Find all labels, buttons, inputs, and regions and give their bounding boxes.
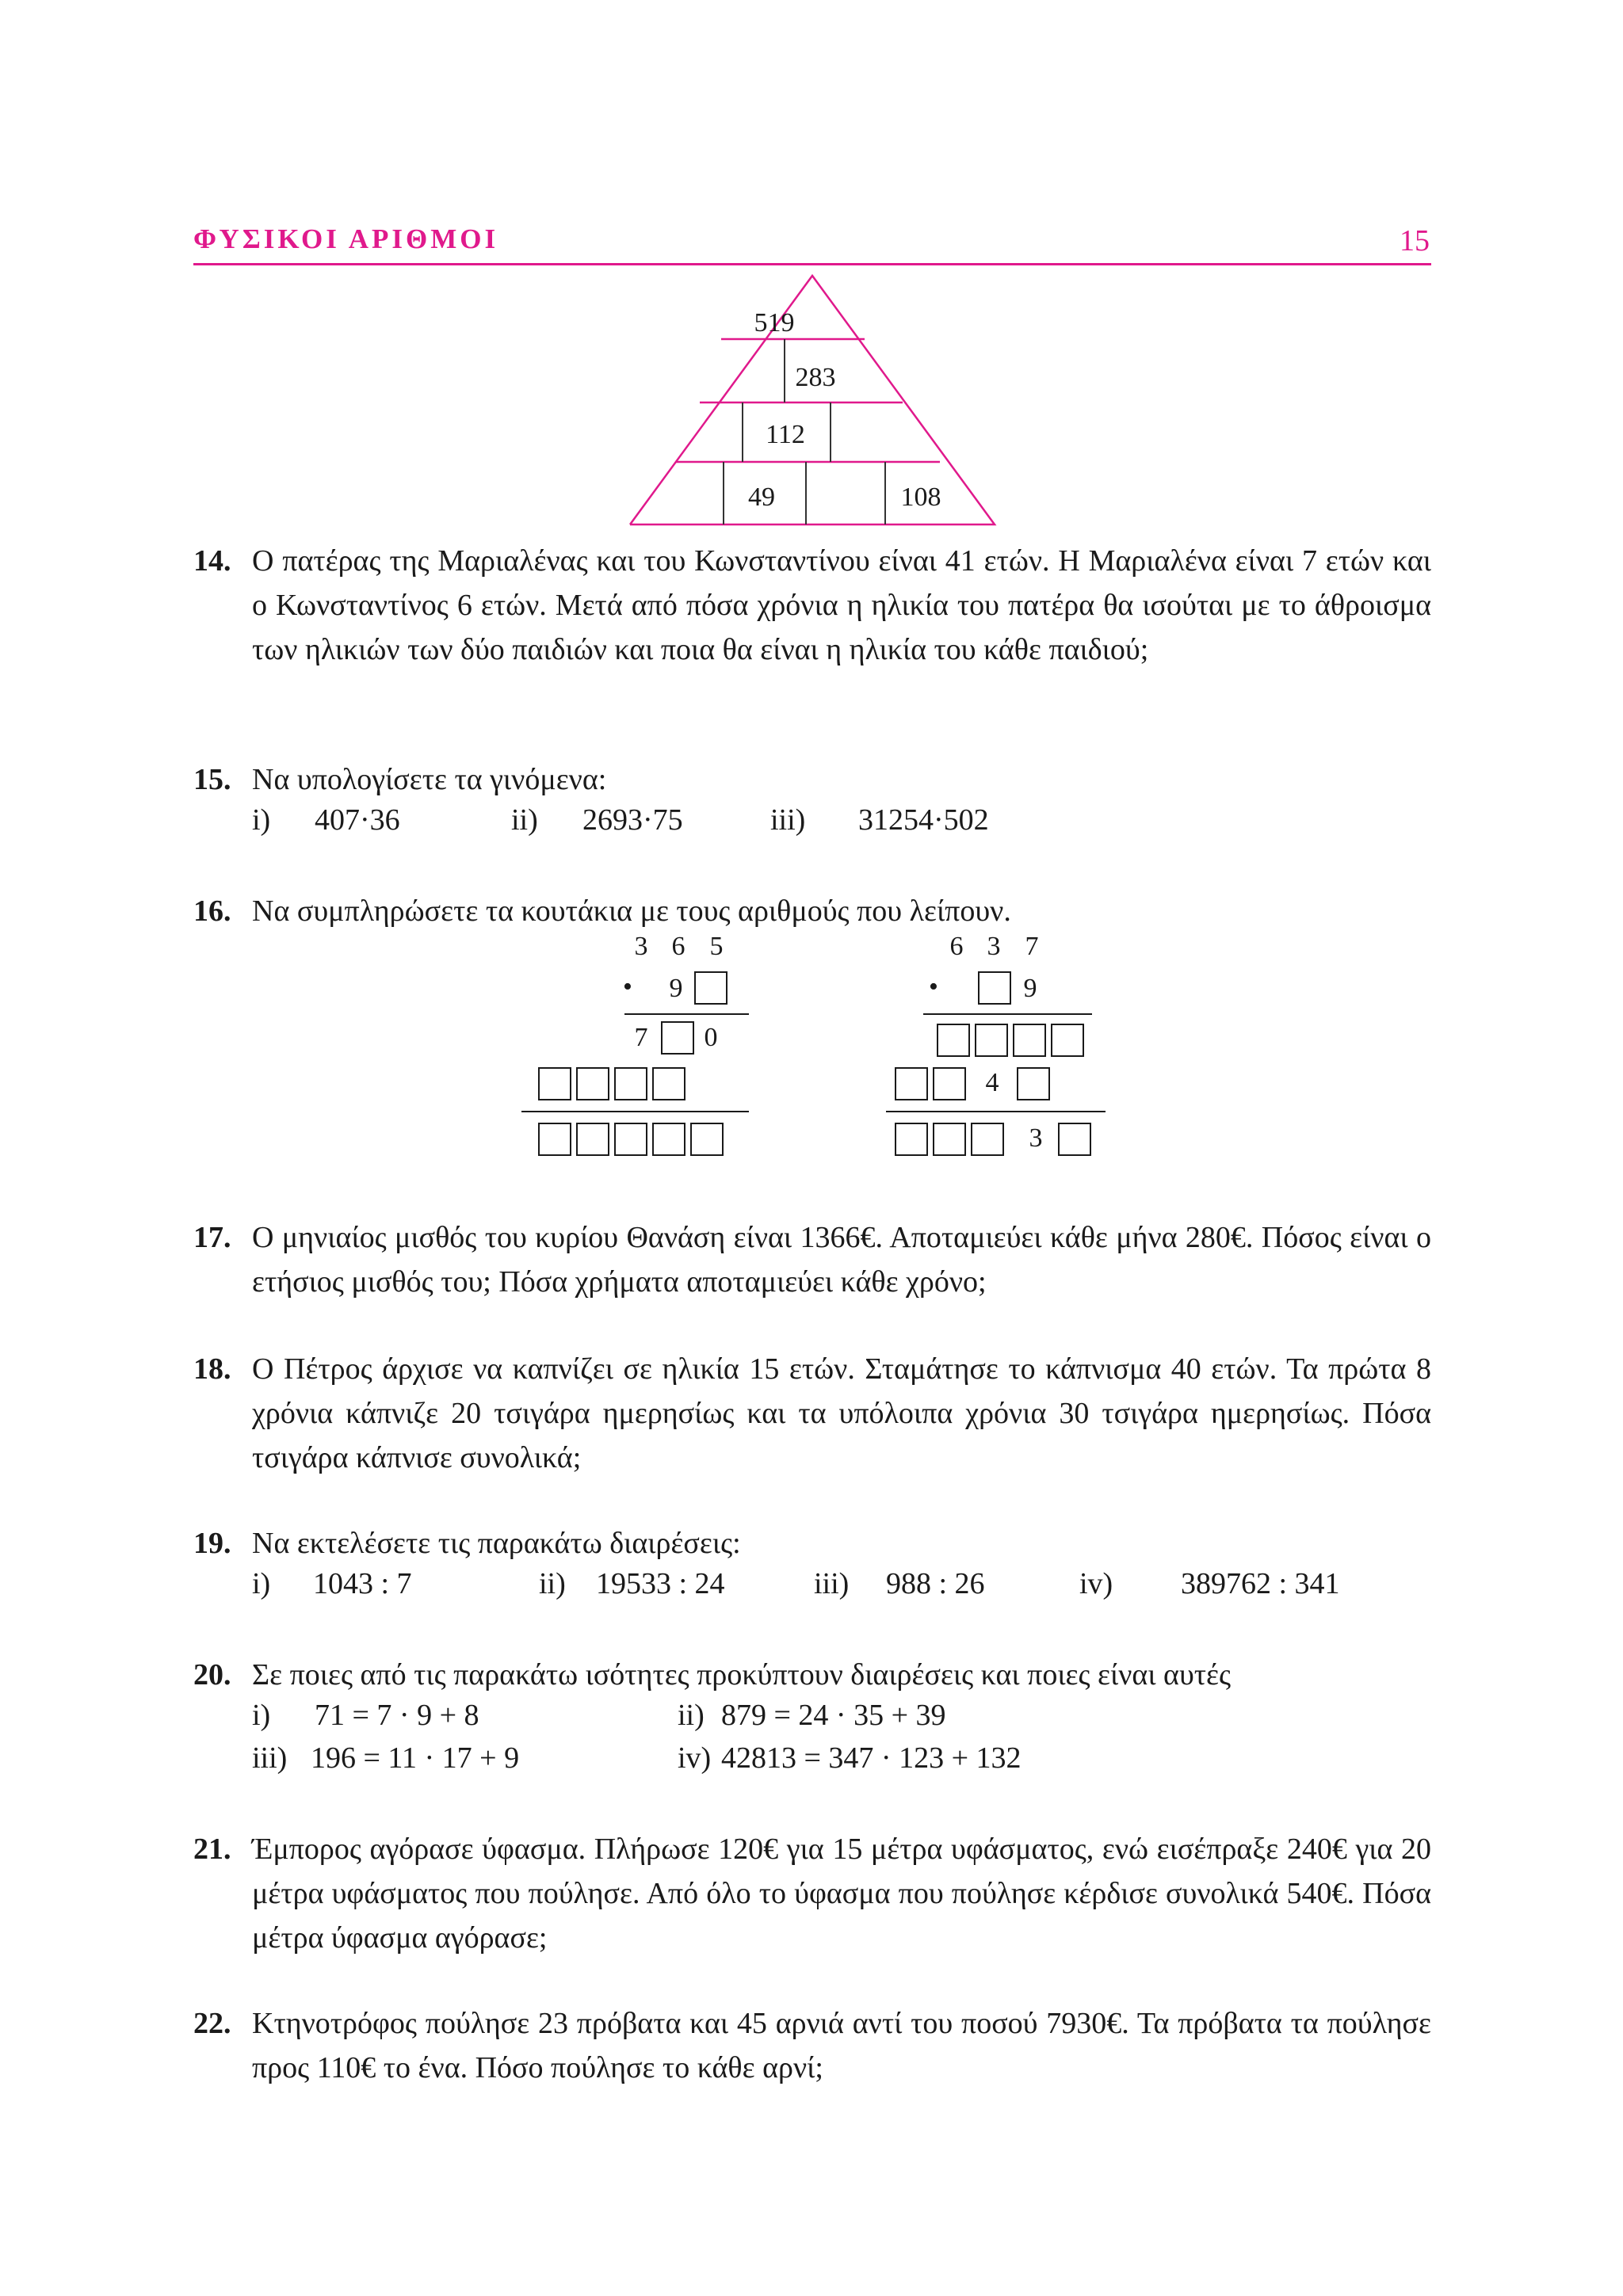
problem-text: Κτηνοτρόφος πούλησε 23 πρόβατα και 45 αρνιά αντί του ποσού 7930€. Τα πρόβατα τα πούλησε προς 110€ το ένα. Πόσο πούλησε το κάθε αρνί; bbox=[252, 2007, 1431, 2084]
empty-box bbox=[653, 1123, 685, 1155]
problem-text: Να υπολογίσετε τα γινόμενα: bbox=[252, 763, 607, 796]
empty-box bbox=[1059, 1123, 1090, 1155]
empty-box bbox=[979, 972, 1010, 1004]
item-expression: 19533 : 24 bbox=[596, 1567, 725, 1600]
item-label: ii) bbox=[511, 803, 538, 837]
empty-box bbox=[934, 1123, 965, 1155]
empty-box bbox=[662, 1022, 693, 1054]
item-label: iii) bbox=[814, 1567, 850, 1600]
page-number: 15 bbox=[1400, 224, 1430, 257]
problem-text: Ο Πέτρος άρχισε να καπνίζει σε ηλικία 15 ετών. Σταμάτησε το κάπνισμα 40 ετών. Τα πρώτα 8 χρόνια κάπνιζε 20 τσιγάρα ημερησίως και τα υπόλοιπα χρόνια 30 τσιγάρα ημερησίως. Πόσα τσιγάρα κάπνισε συνολικά; bbox=[252, 1352, 1431, 1474]
empty-box bbox=[1018, 1068, 1049, 1100]
pyramid-value: 49 bbox=[748, 482, 775, 512]
digit: 3 bbox=[987, 932, 1001, 961]
item-expression: 389762 : 341 bbox=[1181, 1567, 1340, 1600]
problem-text: Σε ποιες από τις παρακάτω ισότητες προκύπτουν διαιρέσεις και ποιες είναι αυτές bbox=[252, 1658, 1232, 1691]
problem-text: Ο πατέρας της Μαριαλένας και του Κωνσταντίνου είναι 41 ετών. Η Μαριαλένα είναι 7 ετών και ο Κωνσταντίνος 6 ετών. Μετά από πόσα χρόνια η ηλικία του πατέρα θα ισούται με το άθροισμα των ηλικιών των δύο παιδιών και ποια θα είναι η ηλικία του κάθε παιδιού; bbox=[252, 544, 1431, 666]
problem-number: 19. bbox=[193, 1527, 231, 1560]
digit: 3 bbox=[634, 932, 648, 961]
item-label: i) bbox=[252, 803, 271, 837]
item-label: iii) bbox=[252, 1741, 288, 1775]
problem-number: 22. bbox=[193, 2007, 231, 2040]
digit: 9 bbox=[1023, 974, 1037, 1003]
digit: 7 bbox=[1025, 932, 1039, 961]
empty-box bbox=[615, 1123, 647, 1155]
problem-number: 17. bbox=[193, 1221, 231, 1254]
digit: 3 bbox=[1029, 1123, 1043, 1153]
item-label: ii) bbox=[539, 1567, 566, 1600]
problem-text: Έμπορος αγόρασε ύφασμα. Πλήρωσε 120€ για 15 μέτρα υφάσματος, ενώ εισέπραξε 240€ για 20 μέτρα υφάσματος που πούλησε. Από όλο το ύφασμα που πούλησε κέρδισε συνολικά 540€. Πόσα μέτρα ύφασμα αγόρασε; bbox=[252, 1833, 1431, 1955]
problem-number: 16. bbox=[193, 894, 231, 928]
empty-box bbox=[896, 1123, 927, 1155]
item-label: ii) bbox=[678, 1699, 705, 1732]
empty-box bbox=[972, 1123, 1003, 1155]
item-label: i) bbox=[252, 1567, 271, 1600]
left-multiplication bbox=[623, 932, 723, 1052]
item-label: iv) bbox=[678, 1741, 712, 1775]
item-expression: 988 : 26 bbox=[886, 1567, 985, 1600]
empty-box bbox=[539, 1123, 571, 1155]
item-expression: 31254·502 bbox=[858, 803, 989, 837]
empty-box bbox=[938, 1024, 969, 1056]
digit: 6 bbox=[949, 932, 964, 961]
empty-box bbox=[1052, 1024, 1083, 1056]
empty-box bbox=[691, 1123, 723, 1155]
item-expression: 196 = 11 · 17 + 9 bbox=[311, 1741, 520, 1775]
item-expression: 407·36 bbox=[315, 803, 400, 837]
problem-text: Να συμπληρώσετε τα κουτάκια με τους αριθμούς που λείπουν. bbox=[252, 894, 1011, 928]
pyramid-value: 112 bbox=[766, 420, 805, 449]
item-expression: 1043 : 7 bbox=[313, 1567, 412, 1600]
problem-number: 15. bbox=[193, 763, 231, 796]
empty-box bbox=[695, 972, 727, 1004]
item-expression: 879 = 24 · 35 + 39 bbox=[721, 1699, 946, 1732]
item-label: i) bbox=[252, 1699, 271, 1732]
empty-box bbox=[577, 1068, 609, 1100]
item-expression: 2693·75 bbox=[582, 803, 683, 837]
times-sign: • bbox=[623, 972, 632, 1001]
problem-text: Να εκτελέσετε τις παρακάτω διαιρέσεις: bbox=[252, 1527, 741, 1560]
problem-number: 21. bbox=[193, 1833, 231, 1866]
digit: 0 bbox=[704, 1023, 718, 1052]
item-label: iv) bbox=[1079, 1567, 1113, 1600]
problem-text: Ο μηνιαίος μισθός του κυρίου Θανάση είναι 1366€. Αποταμιεύει κάθε μήνα 280€. Πόσος είναι ο ετήσιος μισθός του; Πόσα χρήματα αποταμιεύει κάθε χρόνο; bbox=[252, 1221, 1431, 1299]
problem-number: 20. bbox=[193, 1658, 231, 1691]
empty-box bbox=[653, 1068, 685, 1100]
item-expression: 42813 = 347 · 123 + 132 bbox=[721, 1741, 1022, 1775]
empty-box bbox=[577, 1123, 609, 1155]
pyramid-value: 283 bbox=[795, 363, 836, 392]
empty-box bbox=[896, 1068, 927, 1100]
digit: 6 bbox=[671, 932, 685, 961]
problem-number: 18. bbox=[193, 1352, 231, 1386]
digit: 9 bbox=[669, 974, 683, 1003]
pyramid-value: 519 bbox=[754, 308, 795, 338]
digit: 5 bbox=[709, 932, 724, 961]
item-label: iii) bbox=[770, 803, 806, 837]
empty-box bbox=[976, 1024, 1007, 1056]
pyramid-value: 108 bbox=[900, 482, 941, 512]
empty-box bbox=[539, 1068, 571, 1100]
item-expression: 71 = 7 · 9 + 8 bbox=[315, 1699, 479, 1732]
problem-number: 14. bbox=[193, 544, 231, 578]
digit: 4 bbox=[985, 1068, 999, 1097]
digit: 7 bbox=[634, 1023, 648, 1052]
empty-box bbox=[615, 1068, 647, 1100]
empty-box bbox=[1014, 1024, 1045, 1056]
right-multiplication bbox=[929, 932, 1042, 1153]
times-sign: • bbox=[929, 972, 938, 1001]
empty-box bbox=[934, 1068, 965, 1100]
page-header-title: ΦΥΣΙΚΟΙ ΑΡΙΘΜΟΙ bbox=[193, 223, 499, 254]
